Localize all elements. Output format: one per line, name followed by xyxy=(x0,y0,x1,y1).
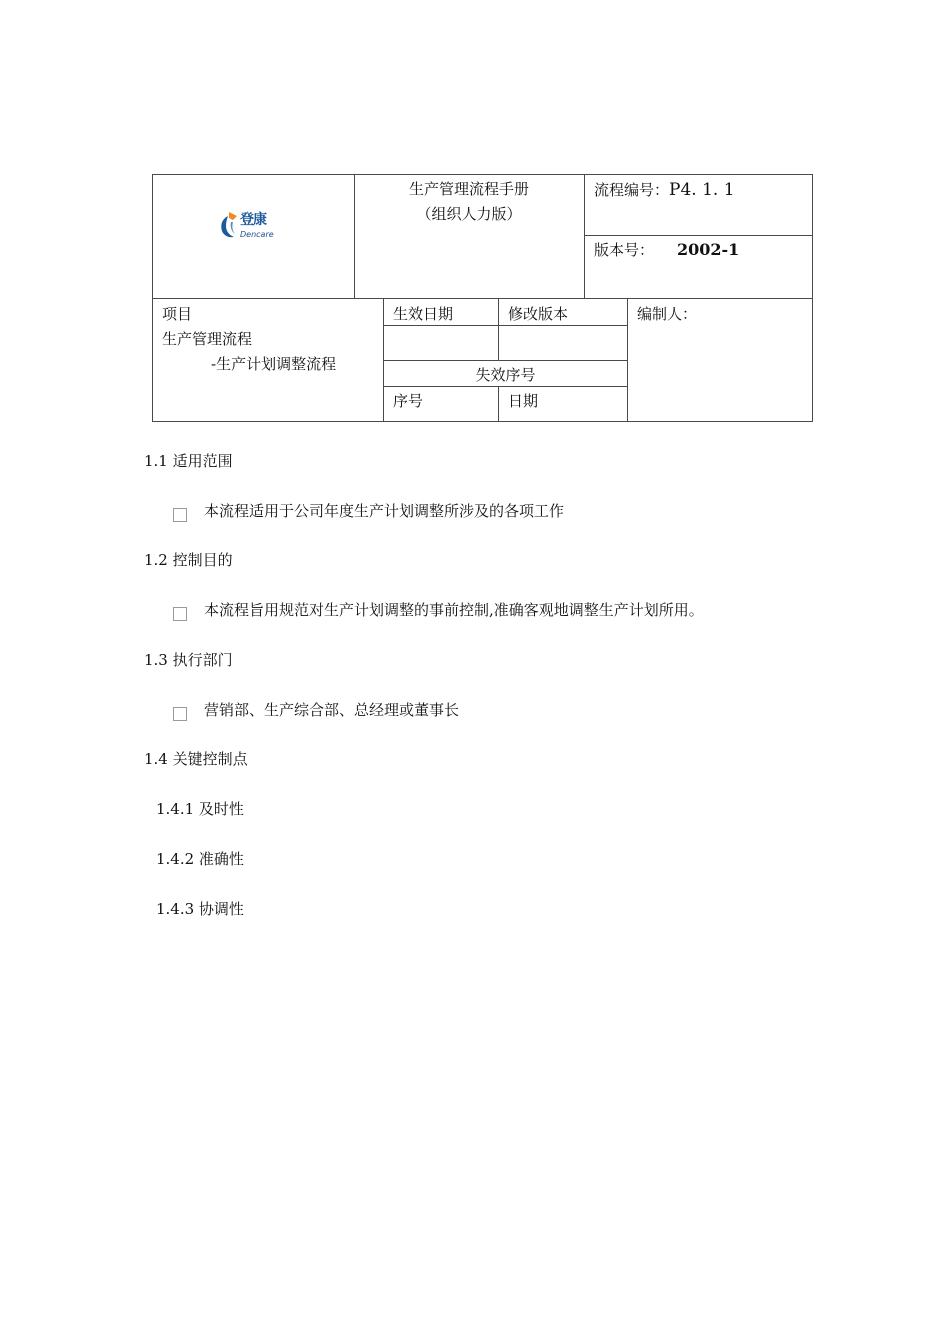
logo-english-text: Dencare xyxy=(240,230,274,239)
logo-icon xyxy=(219,210,239,240)
checkbox-bullet xyxy=(173,607,187,621)
checkbox-bullet xyxy=(173,508,187,522)
logo-chinese-text: 登康 xyxy=(240,212,266,228)
process-name: 生产管理流程 xyxy=(162,330,253,348)
process-number-label: 流程编号： xyxy=(594,181,670,199)
control-point-item: 1.4.3 协调性 xyxy=(156,900,244,918)
section-text-scope: 本流程适用于公司年度生产计划调整所涉及的各项工作 xyxy=(204,502,565,520)
section-heading-scope: 1.1 适用范围 xyxy=(144,452,233,470)
subprocess-name: -生产计划调整流程 xyxy=(211,355,337,373)
checkbox-bullet xyxy=(173,707,187,721)
invalid-number-header: 失效序号 xyxy=(475,366,536,384)
version-value: 2002-1 xyxy=(677,240,740,259)
date-header: 日期 xyxy=(508,392,539,410)
editor-label: 编制人： xyxy=(637,305,698,323)
section-heading-control-points: 1.4 关键控制点 xyxy=(144,750,248,768)
item-label: 项目 xyxy=(162,305,193,323)
control-point-item: 1.4.1 及时性 xyxy=(156,800,244,818)
section-text-departments: 营销部、生产综合部、总经理或董事长 xyxy=(204,701,460,719)
effective-date-header: 生效日期 xyxy=(393,305,454,323)
process-number-value: P4. 1. 1 xyxy=(669,180,735,200)
sequence-header: 序号 xyxy=(393,392,424,410)
control-point-item: 1.4.2 准确性 xyxy=(156,850,244,868)
revision-header: 修改版本 xyxy=(508,305,569,323)
section-text-purpose: 本流程旨用规范对生产计划调整的事前控制,准确客观地调整生产计划所用。 xyxy=(204,601,704,619)
version-label: 版本号： xyxy=(594,241,655,259)
manual-edition: （组织人力版） xyxy=(416,205,522,223)
process-number xyxy=(594,181,735,199)
section-heading-departments: 1.3 执行部门 xyxy=(144,651,233,669)
manual-title: 生产管理流程手册 xyxy=(408,180,529,198)
section-heading-purpose: 1.2 控制目的 xyxy=(144,551,233,569)
